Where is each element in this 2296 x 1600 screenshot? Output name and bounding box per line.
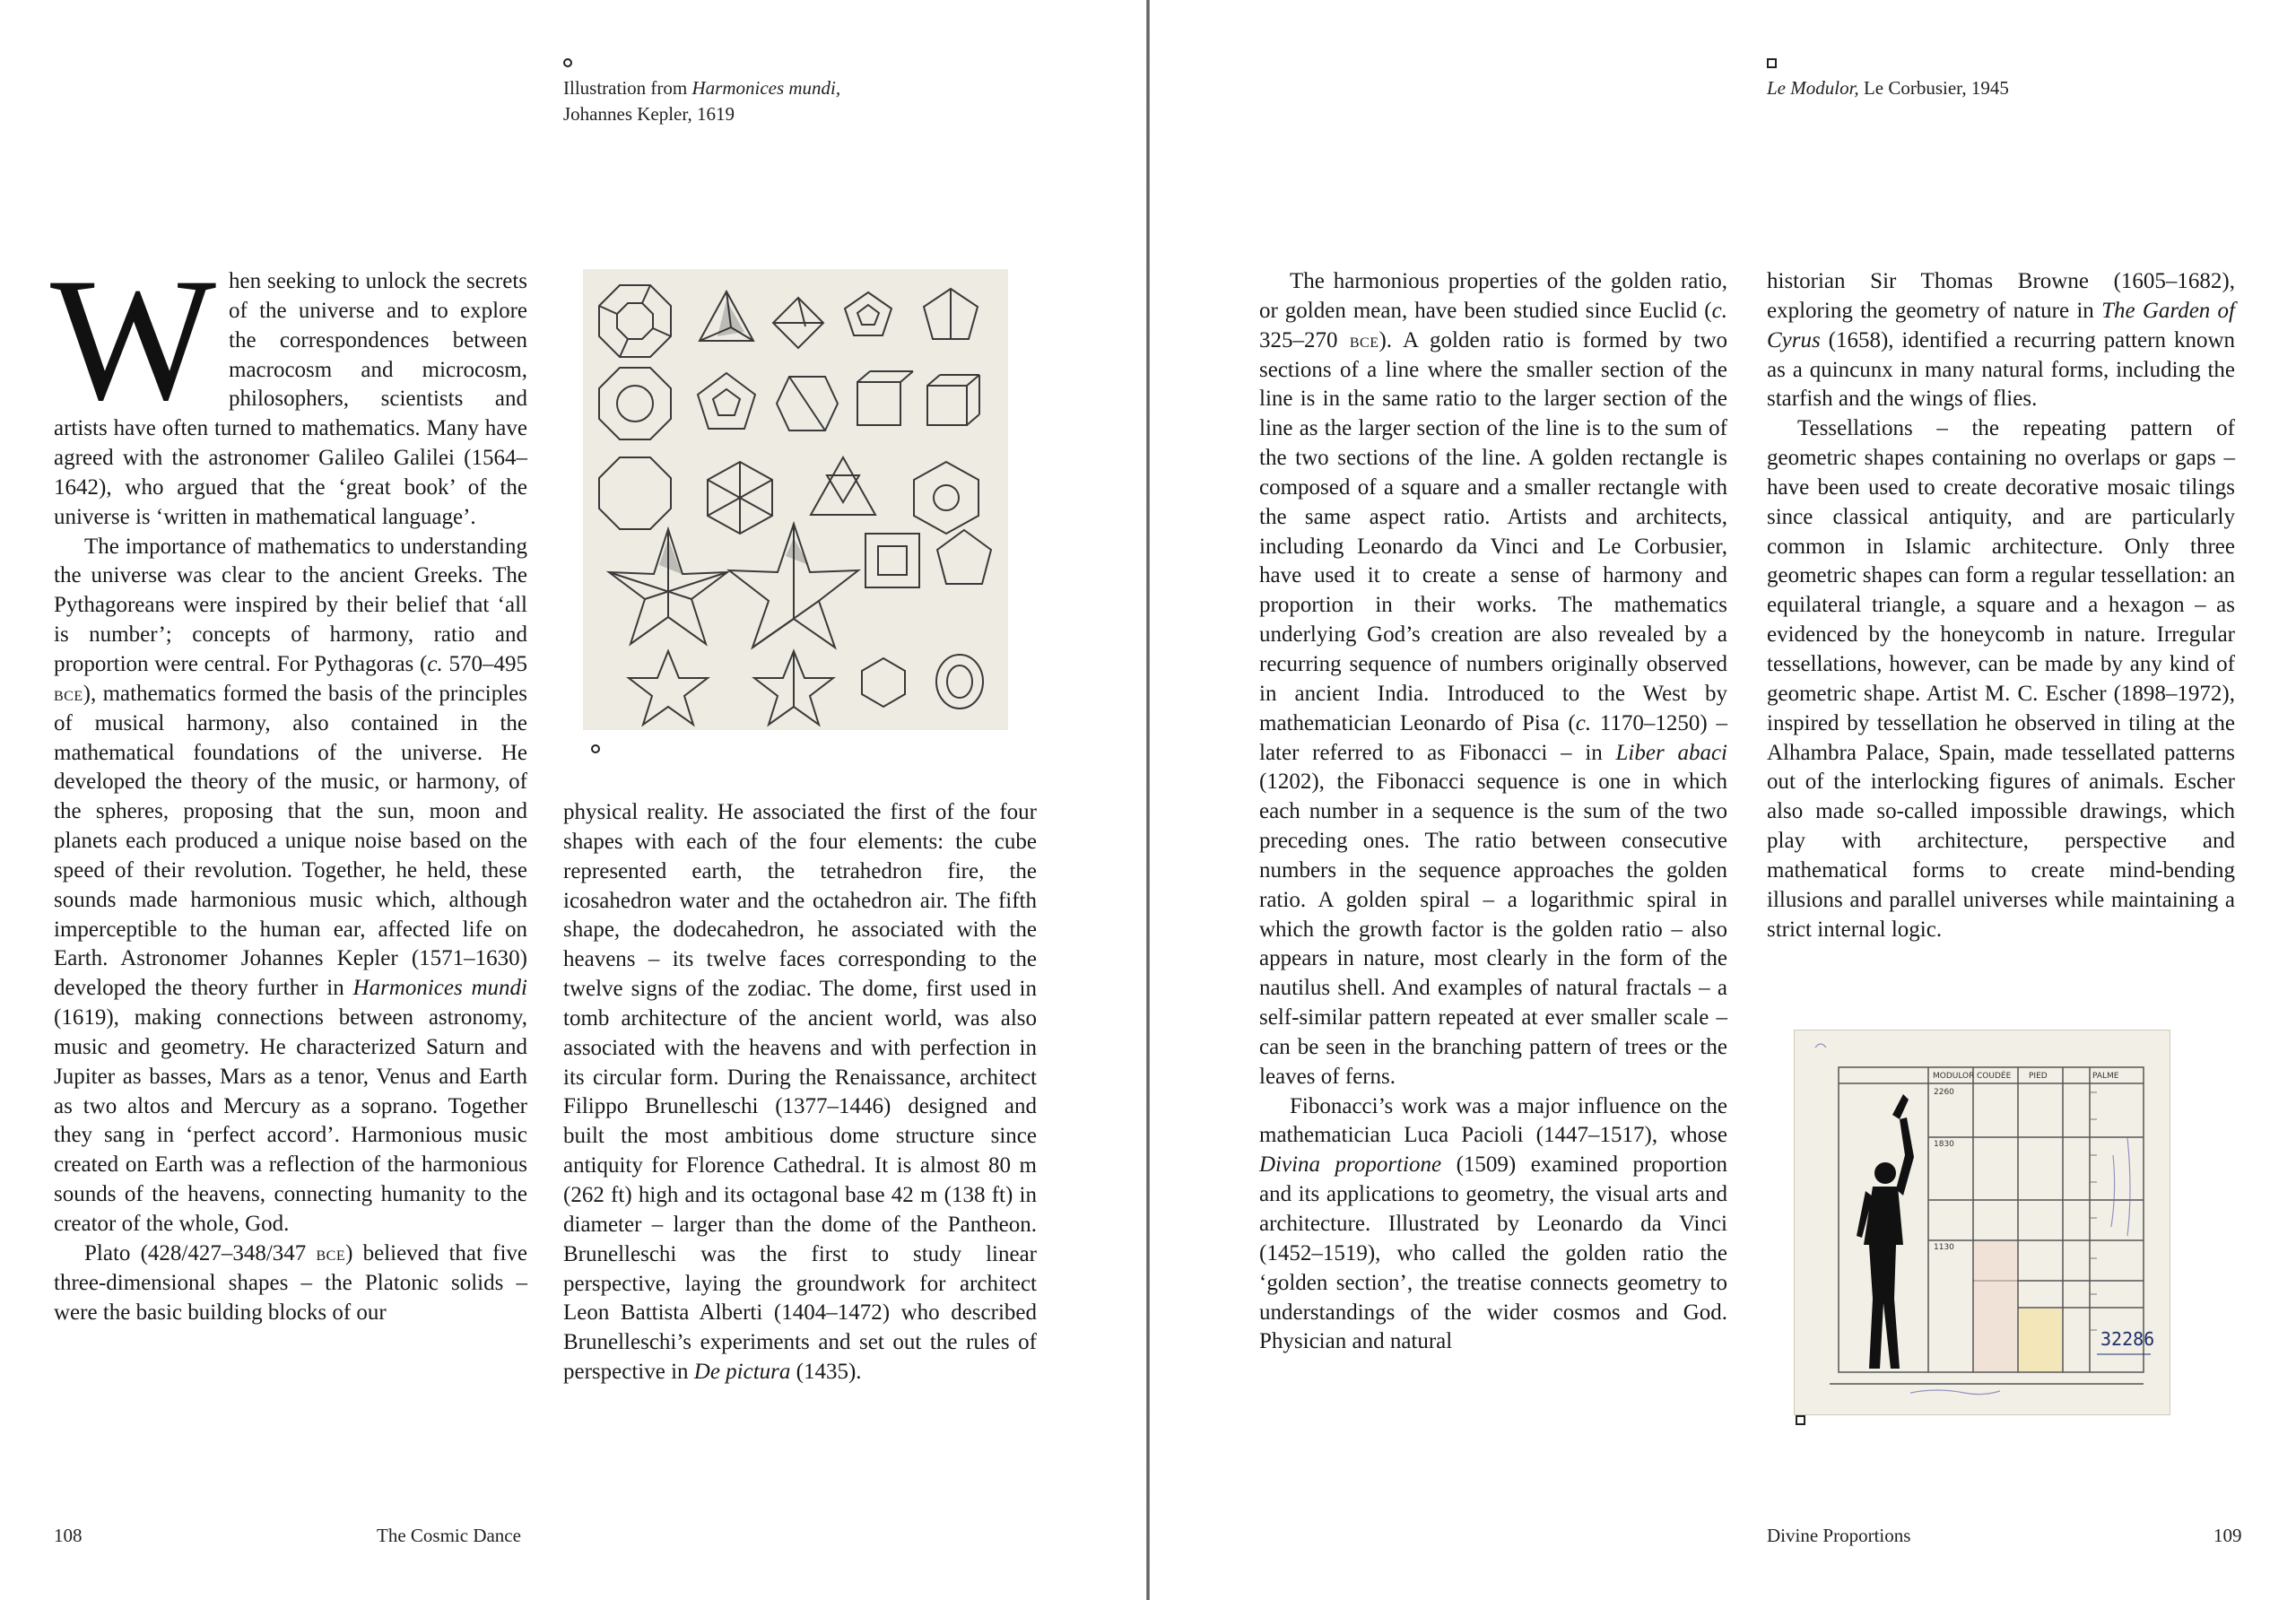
left-column-2	[563, 798, 1037, 1387]
folio-page-number: 108	[54, 1525, 83, 1546]
modulor-caption: Le Modulor, Le Corbusier, 1945	[1767, 77, 2009, 99]
pythagoras-paragraph: The importance of mathematics to understanding the universe was clear to the ancient Greeks. The Pythagoreans were inspired by their belief that ‘all is number’; concepts of harmony, ratio and proportion were central. For Pythagoras (c. 570–495 bce), mathematics formed the basis of the principles of musical harmony, also contained in the mathematical foundations of the universe. He developed the theory of the music, or harmony, of the spheres, proposing that the sun, moon and planets each produced a unique noise based on the speed of their revolution. Together, he held, these sounds made harmonious music which, although imperceptible to the human ear, affected life on Earth. Astronomer Johannes Kepler (1571–1630) developed the theory further in Harmonices mundi (1619), making connections between astronomy, music and geometry. He characterized Saturn and Jupiter as basses, Mars as a tenor, Venus and Earth as two altos and Mercury as a soprano. Together they sang in ‘perfect accord’. Harmonious music created on Earth was a reflection of the harmonious sounds of the heavens, connecting humanity to the creator of the whole, God.	[54, 534, 528, 1236]
modulor-stamp: 32286	[2100, 1328, 2155, 1350]
folio-page-number: 109	[2213, 1525, 2242, 1546]
right-page	[1150, 0, 2296, 1600]
caption-marker-square	[1767, 58, 1777, 68]
pacioli-paragraph: Fibonacci’s work was a major influence on the mathematician Luca Pacioli (1447–1517), whose Divina proportione (1509) examined proportion and its applications to geometry, the visual arts and architecture. Illustrated by Leonardo da Vinci (1452–1519), who called the golden ratio the ‘golden section’, the treatise connects geometry to understandings of the wider cosmos and God. Physician and natural	[1259, 1093, 1727, 1354]
modulor-header-1: MODULOR	[1933, 1072, 1975, 1081]
intro-paragraph: When seeking to unlock the secrets of the universe and to explore the correspondences between macrocosm and microcosm, philosophers, scientists and artists have often turned to mathematics. Many have agreed with the astronomer Galileo Galilei (1564–1642), who argued that the ‘great book’ of the universe is ‘written in mathematical language’.	[50, 242, 527, 529]
modulor-header-3: PIED	[2029, 1072, 2048, 1081]
drop-cap: W	[50, 242, 216, 437]
platonic-solids-paragraph: physical reality. He associated the first of the four shapes with each of the four elements: the cube represented earth, the tetrahedron fire, the icosahedron water and the octahedron air. The fifth shape, the dodecahedron, he associated with the heavens – its twelve faces corresponding to the twelve signs of the zodiac. The dome, first used in tomb architecture of the ancient world, was also associated with the heavens and with perfection in its circular form. During the Renaissance, architect Filippo Brunelleschi (1377–1446) designed and built the most ambitious dome structure since antiquity for Florence Cathedral. It is almost 80 m (262 ft) high and its octagonal base 42 m (138 ft) in diameter – larger than the dome of the Pantheon. Brunelleschi was the first to study linear perspective, laying the groundwork for architect Leon Battista Alberti (1404–1472) who described Brunelleschi’s experiments and set out the rules of perspective in De pictura (1435).	[563, 800, 1037, 1385]
caption-marker-circle	[563, 58, 572, 67]
browne-paragraph: historian Sir Thomas Browne (1605–1682), exploring the geometry of nature in The Garden of Cyrus (1658), identified a recurring pattern known as a quincunx in many natural forms, including the starfish and the wings of flies.	[1767, 269, 2235, 412]
folio-chapter-title: The Cosmic Dance	[377, 1525, 521, 1546]
figure-marker-circle	[591, 744, 600, 753]
tessellation-paragraph: Tessellations – the repeating pattern of geometric shapes containing no overlaps or gaps – have been used to create decorative mosaic tilings since classical antiquity, and are particularly common in Islamic architecture. Only three geometric shapes can form a regular tessellation: an equilateral triangle, a square and a hexagon – as evidenced by the honeycomb in nature. Irregular tessellations, however, can be made by any kind of geometric shape. Artist M. C. Escher (1898–1972), inspired by tessellation he observed in tiling at the Alhambra Palace, Spain, made tessellated patterns out of the interlocking figures of animals. Escher also made so-called impossible drawings, which play with architecture, perspective and mathematical forms to create mind-bending illusions and parallel universes while maintaining a strict internal logic.	[1767, 416, 2235, 942]
modulor-header-2: COUDÉE	[1977, 1072, 2012, 1081]
modulor-header-4: PALME	[2092, 1072, 2119, 1081]
left-column-1	[50, 242, 528, 1327]
modulor-value-1: 2260	[1934, 1088, 1954, 1097]
right-column-2	[1767, 267, 2235, 944]
left-page	[0, 0, 1146, 1600]
platonic-solids-engraving-icon	[583, 269, 1008, 730]
right-column-1	[1259, 267, 1727, 1357]
golden-ratio-paragraph: The harmonious properties of the golden ratio, or golden mean, have been studied since Euclid (c. 325–270 bce). A golden ratio is formed by two sections of a line where the smaller section of the line is in the same ratio to the larger section of the line as the larger section of the line is to the sum of the two sections of the line. A golden rectangle is composed of a square and a smaller rectangle with the same aspect ratio. Artists and architects, including Leonardo da Vinci and Le Corbusier, have used it to create a sense of harmony and proportion in their works. The mathematics underlying God’s creation are also revealed by a recurring sequence of numbers originally observed in ancient India. Introduced to the West by mathematician Leonardo of Pisa (c. 1170–1250) – later referred to as Fibonacci – in Liber abaci (1202), the Fibonacci sequence is one in which each number in a sequence is the sum of the two preceding ones. The ratio between consecutive numbers in the sequence approaches the golden ratio. A golden spiral – a logarithmic spiral in which the growth factor is the golden ratio – also appears in nature, most clearly in the form of the nautilus shell. And examples of natural fractals – a self-similar pattern repeated at ever smaller scale – can be seen in the branching pattern of trees or the leaves of ferns.	[1259, 269, 1728, 1089]
modulor-value-3: 1130	[1934, 1243, 1954, 1252]
modulor-value-2: 1830	[1934, 1140, 1954, 1149]
modulor-illustration	[1794, 1030, 2170, 1415]
folio-chapter-title: Divine Proportions	[1767, 1525, 1911, 1546]
figure-marker-square	[1796, 1415, 1805, 1425]
modulor-figure-icon	[1794, 1030, 2170, 1415]
kepler-illustration	[583, 269, 1008, 730]
kepler-caption: Illustration from Harmonices mundi, Johannes Kepler, 1619	[563, 77, 841, 125]
plato-paragraph: Plato (428/427–348/347 bce) believed that five three-dimensional shapes – the Platonic solids – were the basic building blocks of our	[54, 1240, 527, 1325]
